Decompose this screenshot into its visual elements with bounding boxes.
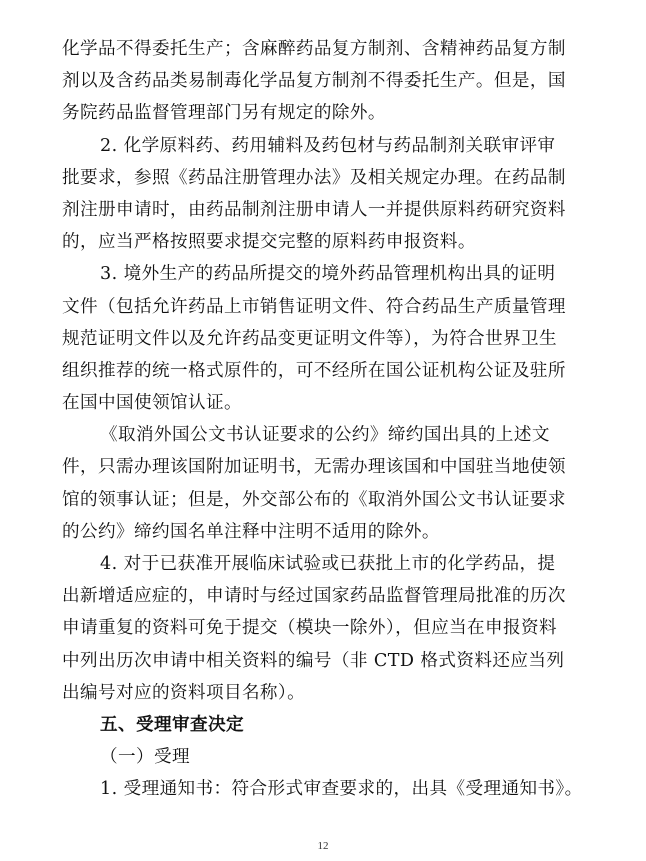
text-line: 批要求，参照《药品注册管理办法》及相关规定办理。在药品制 bbox=[62, 167, 566, 188]
text-line: 务院药品监督管理部门另有规定的除外。 bbox=[62, 103, 386, 124]
document-body bbox=[62, 33, 594, 806]
text-line: 中列出历次申请中相关资料的编号（非 CTD 格式资料还应当列 bbox=[62, 650, 565, 671]
text-line: 化学品不得委托生产；含麻醉药品复方制剂、含精神药品复方制 bbox=[62, 39, 566, 59]
text-line: 出新增适应症的，申请时与经过国家药品监督管理局批准的历次 bbox=[62, 586, 566, 607]
text-line: 1. 受理通知书：符合形式审查要求的，出具《受理通知书》。 bbox=[100, 779, 583, 800]
text-line: 3. 境外生产的药品所提交的境外药品管理机构出具的证明 bbox=[100, 264, 556, 285]
text-line: 组织推荐的统一格式原件的，可不经所在国公证机构公证及驻所 bbox=[62, 360, 566, 381]
text-line: 剂注册申请时，由药品制剂注册申请人一并提供原料药研究资料 bbox=[62, 199, 566, 220]
text-line: 剂以及含药品类易制毒化学品复方制剂不得委托生产。但是，国 bbox=[62, 71, 566, 92]
text-line: 的公约》缔约国名单注释中注明不适用的除外。 bbox=[62, 521, 440, 542]
text-line: 4. 对于已获准开展临床试验或已获批上市的化学药品，提 bbox=[100, 554, 556, 574]
text-line: 规范证明文件以及允许药品变更证明文件等），为符合世界卫生 bbox=[62, 328, 558, 349]
text-line: 文件（包括允许药品上市销售证明文件、符合药品生产质量管理 bbox=[62, 296, 566, 317]
section-heading: 五、受理审查决定 bbox=[100, 714, 244, 735]
text-line: 的，应当严格按照要求提交完整的原料药申报资料。 bbox=[62, 232, 476, 253]
text-line: 2. 化学原料药、药用辅料及药包材与药品制剂关联审评审 bbox=[100, 135, 556, 156]
text-line: 在国中国使领馆认证。 bbox=[62, 393, 242, 414]
text-line: 出编号对应的资料项目名称）。 bbox=[62, 682, 306, 703]
page-number: 12 bbox=[317, 840, 329, 852]
subsection-heading: （一）受理 bbox=[100, 747, 190, 768]
text-line: 申请重复的资料可免于提交（模块一除外），但应当在申报资料 bbox=[62, 618, 558, 639]
text-line: 《取消外国公文书认证要求的公约》缔约国出具的上述文 bbox=[100, 425, 550, 446]
text-line: 馆的领事认证；但是，外交部公布的《取消外国公文书认证要求 bbox=[62, 489, 566, 510]
text-line: 件，只需办理该国附加证明书，无需办理该国和中国驻当地使领 bbox=[62, 457, 566, 478]
